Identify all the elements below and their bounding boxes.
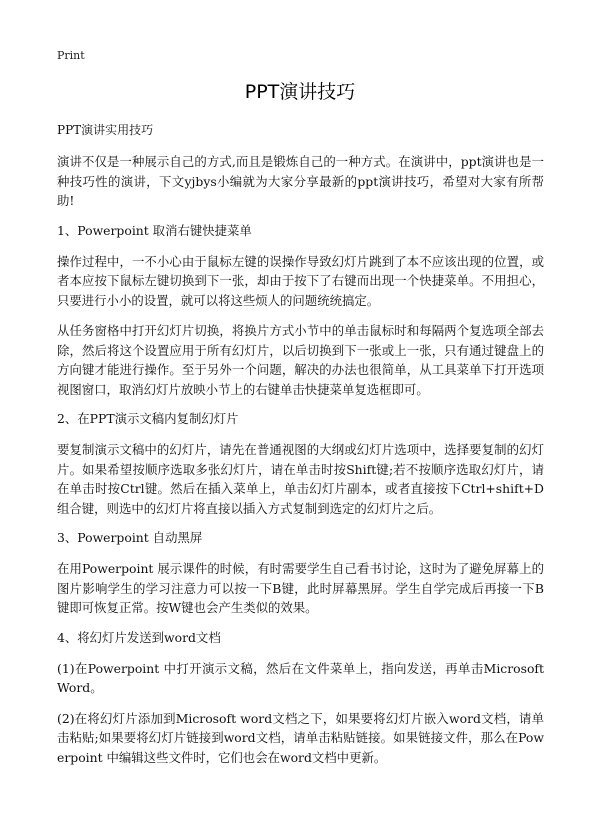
section-heading-3: 3、Powerpoint 自动黑屏 — [57, 530, 203, 545]
intro-paragraph: 演讲不仅是一种展示自己的方式,而且是锻炼自己的一种方式。在演讲中，ppt演讲也是一种技巧性的演讲，下文yjbys小编就为大家分享最新的ppt演讲技巧，希望对大家有所帮助! — [57, 154, 544, 208]
section-3-paragraph-1: 在用Powerpoint 展示课件的时候，有时需要学生自己看书讨论，这时为了避免屏幕上的图片影响学生的学习注意力可以按一下B键，此时屏幕黑屏。学生自学完成后再接一下B键即可恢复正常。按W键也会产生类似的效果。 — [57, 561, 544, 615]
document-content — [57, 121, 544, 778]
section-heading-4: 4、将幻灯片发送到word文档 — [57, 629, 221, 645]
section-heading-2: 2、在PPT演示文稿内复制幻灯片 — [57, 411, 239, 426]
section-1-paragraph-2: 从任务窗格中打开幻灯片切换，将换片方式小节中的单击鼠标时和每隔两个复选项全部去除，然后将这个设置应用于所有幻灯片，以后切换到下一张或上一张，只有通过键盘上的方向键才能进行操作。至于另外一个问题，解决的办法也很简单，从工具菜单下打开选项视图窗口，取消幻灯片放映小节上的右键单击快捷菜单复选框即可。 — [57, 323, 544, 397]
subtitle: PPT演讲实用技巧 — [57, 123, 154, 137]
section-4-paragraph-1: (1)在Powerpoint 中打开演示文稿，然后在文件菜单上，指向发送，再单击Microsoft Word。 — [57, 660, 544, 695]
section-heading-1: 1、Powerpoint 取消右键快捷菜单 — [57, 222, 252, 238]
page-title: PPT演讲技巧 — [244, 81, 356, 103]
section-2-paragraph-1: 要复制演示文稿中的幻灯片，请先在普通视图的大纲或幻灯片选项中，选择要复制的幻灯片。如果希望按顺序选取多张幻灯片，请在单击时按Shift键;若不按顺序选取幻灯片，请在单击时按Ctrl键。然后在插入菜单上，单击幻灯片副本，或者直接按下Ctrl+shift+D 组合键，则选中的幻灯片将直接以插入方式复制到选定的幻灯片之后。 — [57, 442, 544, 516]
print-label: Print — [57, 49, 85, 62]
section-1-paragraph-1: 操作过程中，一不小心由于鼠标左键的误操作导致幻灯片跳到了本不应该出现的位置，或者本应按下鼠标左键切换到下一张，却由于按下了右键而出现一个快捷菜单。不用担心，只要进行小小的设置，就可以将这些烦人的问题统统搞定。 — [57, 253, 544, 308]
section-4-paragraph-2: (2)在将幻灯片添加到Microsoft word文档之下，如果要将幻灯片嵌入word文档，请单击粘贴;如果要将幻灯片链接到word文档，请单击粘贴链接。如果链接文件，那么在Powerpoint 中编辑这些文件时，它们也会在word文档中更新。 — [57, 710, 544, 765]
